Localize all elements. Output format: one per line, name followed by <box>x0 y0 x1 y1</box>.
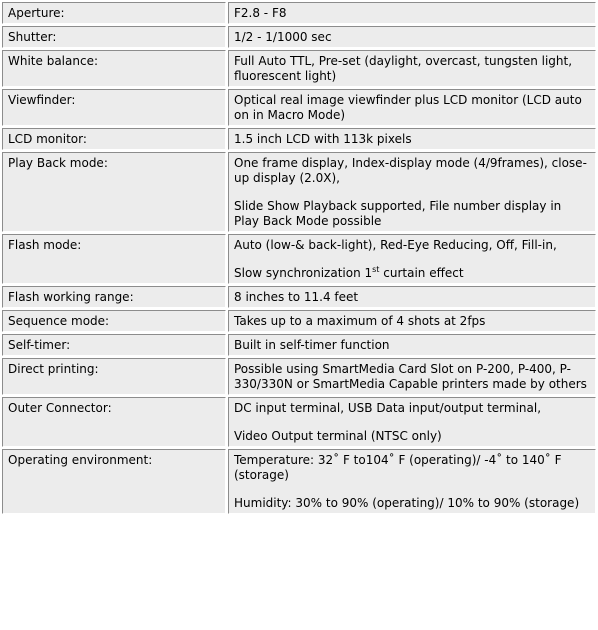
spec-value-text: Slide Show Playback supported, File number display in Play Back Mode possible <box>234 199 562 228</box>
spec-value-text: Built in self-timer function <box>234 338 390 352</box>
spec-value <box>228 334 596 356</box>
ordinal-superscript: st <box>372 265 380 274</box>
spec-row-direct-printing <box>2 358 596 395</box>
spec-row-operating-environment <box>2 449 596 514</box>
spec-label: Viewfinder: <box>2 89 226 126</box>
spec-row-aperture <box>2 2 596 24</box>
spec-value <box>228 449 596 514</box>
spec-label: LCD monitor: <box>2 128 226 150</box>
spec-value-text: Temperature: 32˚ F to104˚ F (operating)/ -4˚ to 140˚ F (storage) <box>234 453 562 482</box>
spec-label: Shutter: <box>2 26 226 48</box>
spec-value <box>228 152 596 232</box>
spec-value <box>228 89 596 126</box>
spec-value-text: Humidity: 30% to 90% (operating)/ 10% to 90% (storage) <box>234 496 580 510</box>
spec-label: Sequence mode: <box>2 310 226 332</box>
spec-label: Flash working range: <box>2 286 226 308</box>
spec-value-text: Takes up to a maximum of 4 shots at 2fps <box>234 314 486 328</box>
spec-value-text: 1/2 - 1/1000 sec <box>234 30 332 44</box>
spec-value-text: Full Auto TTL, Pre-set (daylight, overcast, tungsten light, fluorescent light) <box>234 54 573 83</box>
spec-value <box>228 50 596 87</box>
spec-row-playback-mode <box>2 152 596 232</box>
spec-row-viewfinder <box>2 89 596 126</box>
spec-label: Direct printing: <box>2 358 226 395</box>
spec-value-text: Possible using SmartMedia Card Slot on P-200, P-400, P-330/330N or SmartMedia Capable printers made by others <box>234 362 587 391</box>
spec-row-flash-range <box>2 286 596 308</box>
spec-value-text: One frame display, Index-display mode (4/9frames), close-up display (2.0X), <box>234 156 587 185</box>
spec-value-text: Auto (low-& back-light), Red-Eye Reducing, Off, Fill-in, <box>234 238 557 252</box>
spec-value-text: 1.5 inch LCD with 113k pixels <box>234 132 412 146</box>
spec-value-text: F2.8 - F8 <box>234 6 287 20</box>
spec-label: Aperture: <box>2 2 226 24</box>
spec-row-flash-mode <box>2 234 596 284</box>
spec-value <box>228 128 596 150</box>
spec-label: Self-timer: <box>2 334 226 356</box>
spec-value-text: DC input terminal, USB Data input/output terminal, <box>234 401 542 415</box>
spec-value <box>228 26 596 48</box>
spec-label: Flash mode: <box>2 234 226 284</box>
spec-value-text: Video Output terminal (NTSC only) <box>234 429 442 443</box>
spec-value <box>228 2 596 24</box>
spec-row-white-balance <box>2 50 596 87</box>
spec-value <box>228 286 596 308</box>
spec-row-self-timer <box>2 334 596 356</box>
spec-row-sequence-mode <box>2 310 596 332</box>
spec-value <box>228 310 596 332</box>
spec-row-outer-connector <box>2 397 596 447</box>
spec-row-lcd-monitor <box>2 128 596 150</box>
spec-value-text-part: Slow synchronization 1 <box>234 266 373 280</box>
spec-label: Outer Connector: <box>2 397 226 447</box>
spec-value-text-part: curtain effect <box>379 266 464 280</box>
spec-value <box>228 234 596 284</box>
spec-value <box>228 397 596 447</box>
spec-value-text <box>234 266 590 281</box>
spec-label: White balance: <box>2 50 226 87</box>
spec-value-text: Optical real image viewfinder plus LCD monitor (LCD auto on in Macro Mode) <box>234 93 582 122</box>
spec-label: Operating environment: <box>2 449 226 514</box>
spec-value-text: 8 inches to 11.4 feet <box>234 290 359 304</box>
spec-label: Play Back mode: <box>2 152 226 232</box>
spec-row-shutter <box>2 26 596 48</box>
spec-value <box>228 358 596 395</box>
